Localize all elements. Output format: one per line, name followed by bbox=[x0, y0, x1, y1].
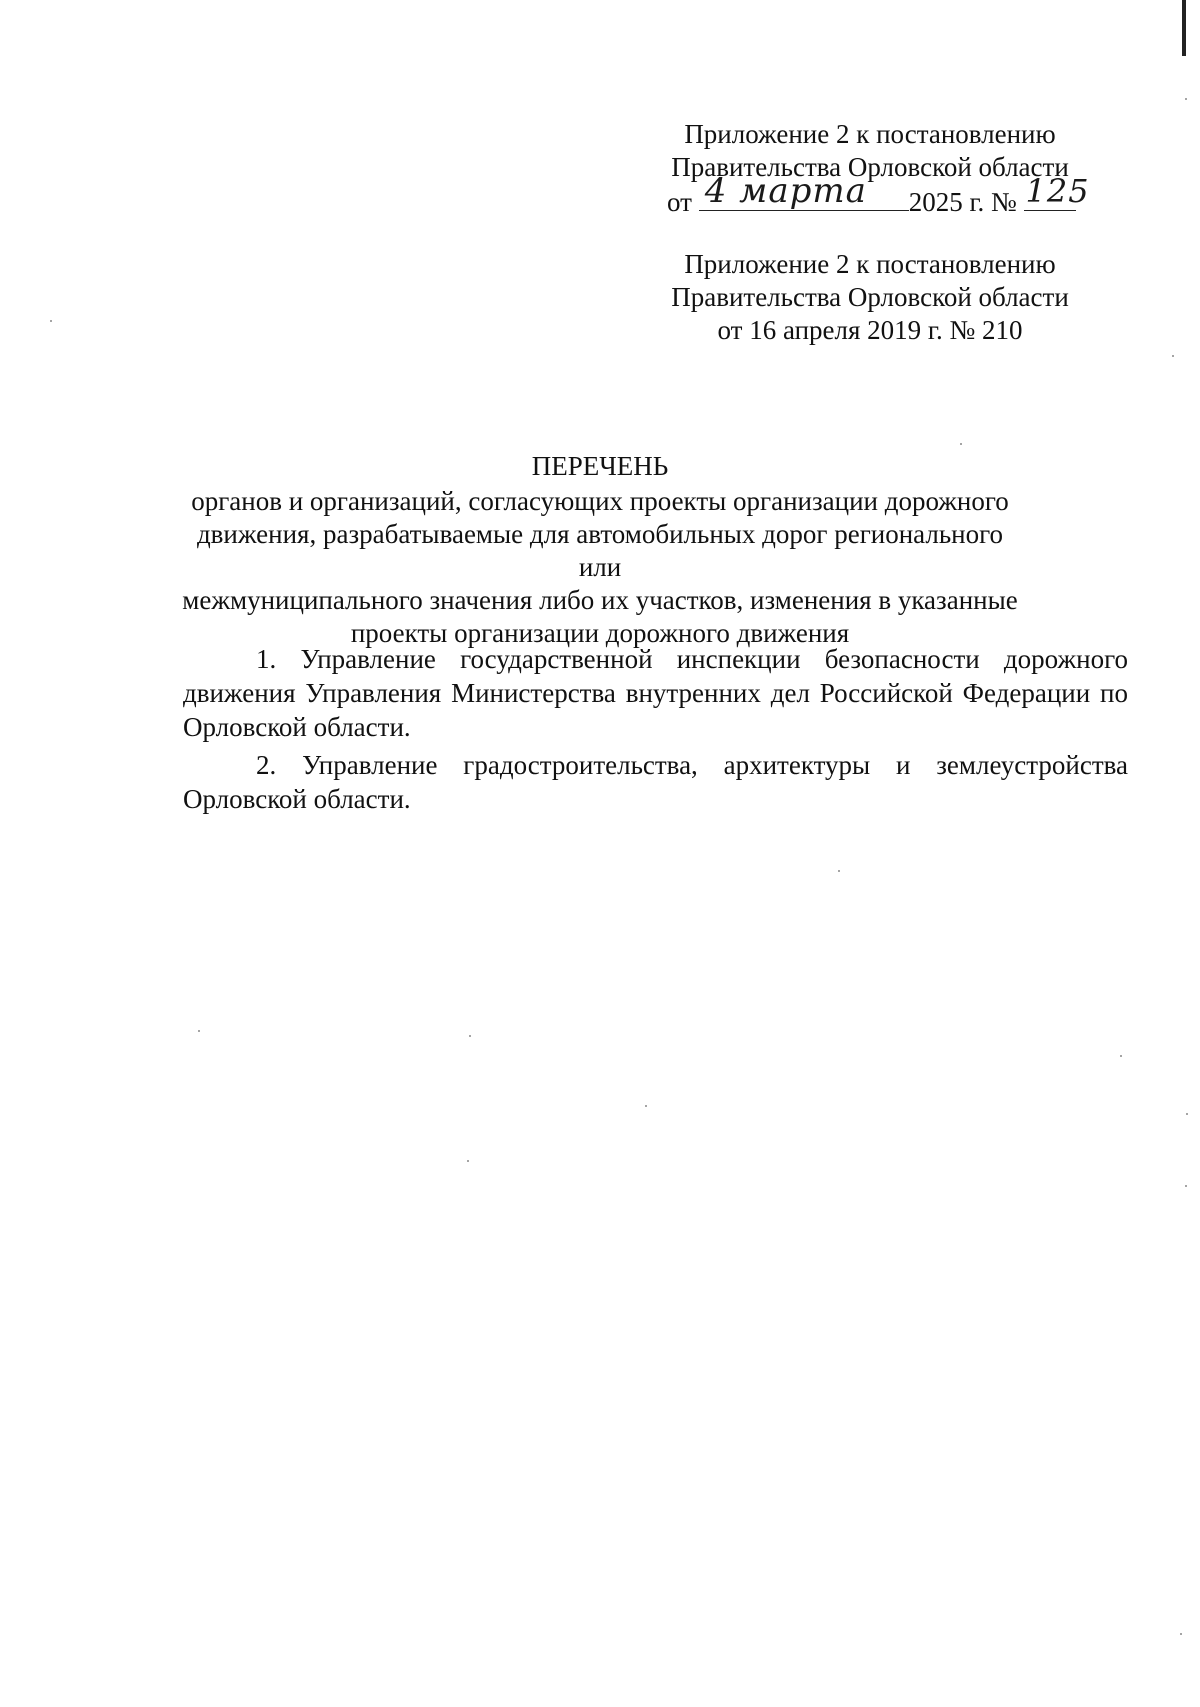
annex-line-1: Приложение 2 к постановлению bbox=[684, 119, 1056, 149]
scan-speck bbox=[1186, 1113, 1188, 1115]
year-number-label: 2025 г. № bbox=[908, 187, 1017, 217]
annex-original-line-1: Приложение 2 к постановлению bbox=[684, 249, 1056, 279]
subtitle-line-2: движения, разрабатываемые для автомобильных дорог регионального или bbox=[196, 519, 1004, 582]
annex-original-line-2: Правительства Орловской области bbox=[671, 282, 1069, 312]
document-title bbox=[180, 450, 1020, 650]
annex-header-original bbox=[640, 248, 1100, 347]
scan-speck bbox=[1172, 355, 1174, 357]
annex-line-2: Правительства Орловской области bbox=[671, 152, 1069, 182]
scan-speck bbox=[838, 870, 840, 872]
subtitle-line-4: проекты организации дорожного движения bbox=[350, 618, 850, 648]
annex-original-line-3: от 16 апреля 2019 г. № 210 bbox=[717, 315, 1023, 345]
scan-speck bbox=[1185, 1185, 1187, 1187]
scan-speck bbox=[960, 443, 962, 445]
annex-header-current bbox=[640, 118, 1100, 219]
organization-list bbox=[183, 642, 1128, 820]
date-prefix: от bbox=[667, 187, 692, 217]
date-fill-field bbox=[699, 171, 909, 211]
annex-date-line bbox=[640, 171, 1100, 219]
list-item: 2. Управление градостроительства, архитектуры и землеустройства Орловской области. bbox=[183, 750, 1128, 814]
handwritten-number: 125 bbox=[1025, 172, 1090, 210]
scan-speck bbox=[1185, 98, 1187, 100]
scan-speck bbox=[467, 1160, 469, 1162]
subtitle-line-1: органов и организаций, согласующих проекты организации дорожного bbox=[191, 486, 1009, 516]
subtitle-line-3: межмуниципального значения либо их участков, изменения в указанные bbox=[182, 585, 1018, 615]
title-heading: ПЕРЕЧЕНЬ bbox=[531, 451, 669, 481]
scan-speck bbox=[645, 1105, 647, 1107]
scan-speck bbox=[1180, 1633, 1182, 1635]
scan-speck bbox=[50, 320, 52, 322]
scan-speck bbox=[198, 1030, 200, 1032]
scan-speck bbox=[469, 1035, 471, 1037]
number-fill-field bbox=[1024, 172, 1090, 211]
list-item: 1. Управление государственной инспекции безопасности дорожного движения Управления Министерства внутренних дел Российской Федерации по Орловской области. bbox=[183, 644, 1128, 742]
scan-speck bbox=[1120, 1055, 1122, 1057]
handwritten-date: 4 марта bbox=[704, 171, 867, 211]
scan-edge-mark bbox=[1182, 0, 1186, 56]
